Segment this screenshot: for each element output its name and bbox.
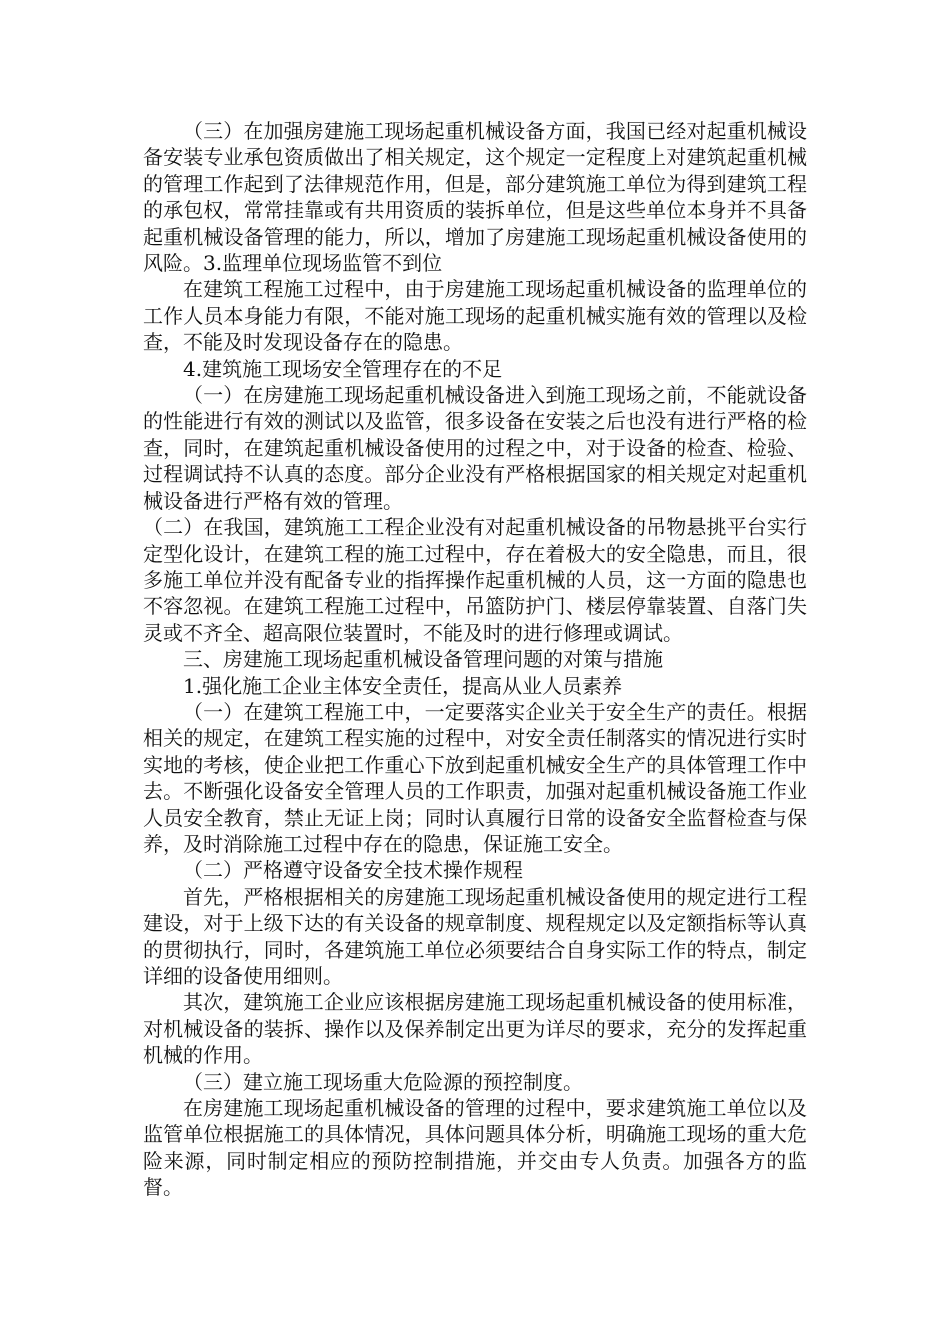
paragraph-supervision-qualification: （三）在加强房建施工现场起重机械设备方面，我国已经对起重机械设备安装专业承包资质做出了相关规定，这个规定一定程度上对建筑起重机械的管理工作起到了法律规范作用，但是，部分建筑施工单位为得到建筑工程的承包权，常常挂靠或有共用资质的装拆单位，但是这些单位本身并不具备起重机械设备管理的能力，所以，增加了房建施工现场起重机械设备使用的风险。3.监理单位现场监管不到位 — [143, 119, 807, 276]
paragraph-second-standards: 其次，建筑施工企业应该根据房建施工现场起重机械设备的使用标准，对机械设备的装拆、操作以及保养制定出更为详尽的要求，充分的发挥起重机械的作用。 — [143, 990, 807, 1068]
paragraph-safety-responsibility: （一）在建筑工程施工中，一定要落实企业关于安全生产的责任。根据相关的规定，在建筑工程实施的过程中，对安全责任制落实的情况进行实时实地的考核，使企业把工作重心下放到起重机械安全生产的具体管理工作中去。不断强化设备安全管理人员的工作职责，加强对起重机械设备施工作业人员安全教育，禁止无证上岗；同时认真履行日常的设备安全监督检查与保养，及时消除施工过程中存在的隐患，保证施工安全。 — [143, 699, 807, 856]
paragraph-equipment-testing: （一）在房建施工现场起重机械设备进入到施工现场之前，不能就设备的性能进行有效的测试以及监管，很多设备在安装之后也没有进行严格的检查，同时，在建筑起重机械设备使用的过程之中，对于设备的检查、检验、过程调试持不认真的态度。部分企业没有严格根据国家的相关规定对起重机械设备进行严格有效的管理。 — [143, 383, 807, 513]
heading-strengthen-responsibility: 1.强化施工企业主体安全责任，提高从业人员素养 — [183, 673, 623, 698]
document-body — [143, 118, 807, 1201]
heading-operating-procedures: （二）严格遵守设备安全技术操作规程 — [183, 858, 523, 883]
heading-hazard-precontrol: （三）建立施工现场重大危险源的预控制度。 — [183, 1069, 583, 1094]
heading-countermeasures: 三、房建施工现场起重机械设备管理问题的对策与措施 — [183, 647, 663, 672]
paragraph-platform-design: （二）在我国，建筑施工工程企业没有对起重机械设备的吊物悬挑平台实行定型化设计，在建筑工程的施工过程中，存在着极大的安全隐患，而且，很多施工单位并没有配备专业的指挥操作起重机械的人员，这一方面的隐患也不容忽视。在建筑工程施工过程中，吊篮防护门、楼层停靠装置、自落门失灵或不齐全、超高限位装置时，不能及时的进行修理或调试。 — [143, 515, 807, 645]
paragraph-first-regulations: 首先，严格根据相关的房建施工现场起重机械设备使用的规定进行工程建设，对于上级下达的有关设备的规章制度、规程规定以及定额指标等认真的贯彻执行，同时，各建筑施工单位必须要结合自身实际工作的特点，制定详细的设备使用细则。 — [143, 884, 807, 988]
paragraph-hazard-management: 在房建施工现场起重机械设备的管理的过程中，要求建筑施工单位以及监管单位根据施工的具体情况，具体问题具体分析，明确施工现场的重大危险来源，同时制定相应的预防控制措施，并交由专人负责。加强各方的监督。 — [143, 1096, 807, 1200]
heading-site-safety-shortcomings: 4.建筑施工现场安全管理存在的不足 — [183, 356, 503, 381]
paragraph-supervision-capability: 在建筑工程施工过程中，由于房建施工现场起重机械设备的监理单位的工作人员本身能力有限，不能对施工现场的起重机械实施有效的管理以及检查，不能及时发现设备存在的隐患。 — [143, 277, 807, 355]
